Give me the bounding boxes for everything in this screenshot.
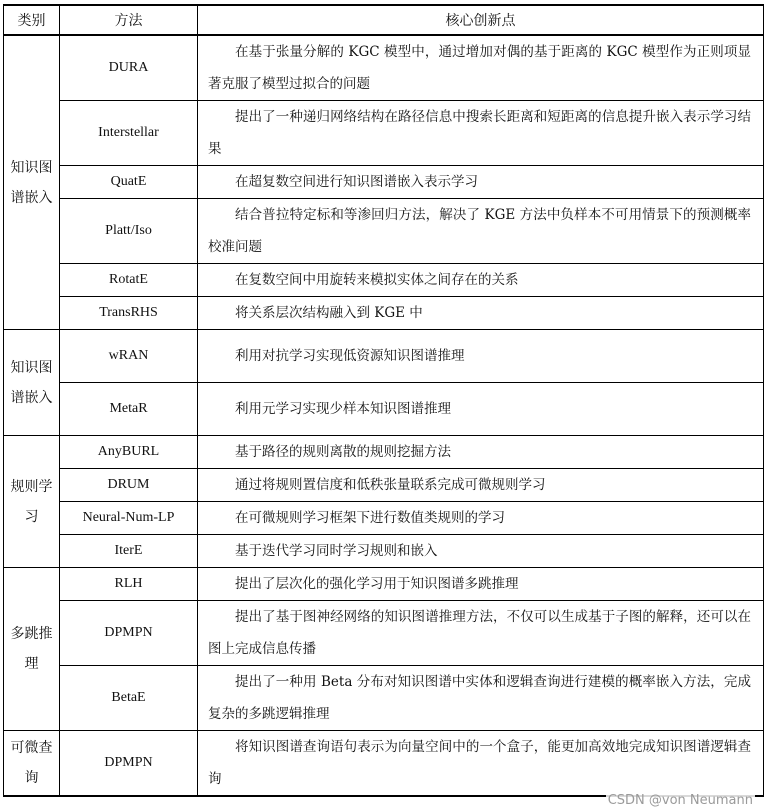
method-cell: AnyBURL	[60, 436, 198, 469]
method-cell: wRAN	[60, 330, 198, 383]
category-cell: 规则学习	[4, 436, 60, 568]
table-row	[4, 502, 764, 535]
table-row	[4, 568, 764, 601]
desc-cell: 通过将规则置信度和低秩张量联系完成可微规则学习	[198, 469, 764, 502]
desc-cell: 基于路径的规则离散的规则挖掘方法	[198, 436, 764, 469]
table-row	[4, 35, 764, 101]
table-row	[4, 469, 764, 502]
header-method: 方法	[60, 5, 198, 35]
desc-cell: 利用对抗学习实现低资源知识图谱推理	[198, 330, 764, 383]
desc-cell: 在超复数空间进行知识图谱嵌入表示学习	[198, 166, 764, 199]
table-row	[4, 436, 764, 469]
table-row	[4, 297, 764, 330]
category-cell: 知识图谱嵌入	[4, 35, 60, 330]
desc-cell: 提出了一种递归网络结构在路径信息中搜索长距离和短距离的信息提升嵌入表示学习结果	[198, 101, 764, 166]
watermark: CSDN @von Neumann	[607, 793, 753, 808]
desc-cell: 利用元学习实现少样本知识图谱推理	[198, 383, 764, 436]
table-row	[4, 199, 764, 264]
header-category: 类别	[4, 5, 60, 35]
method-cell: TransRHS	[60, 297, 198, 330]
table-row	[4, 166, 764, 199]
table-row	[4, 101, 764, 166]
method-cell: IterE	[60, 535, 198, 568]
desc-cell: 在基于张量分解的 KGC 模型中，通过增加对偶的基于距离的 KGC 模型作为正则项显著克服了模型过拟合的问题	[198, 35, 764, 101]
desc-cell: 在可微规则学习框架下进行数值类规则的学习	[198, 502, 764, 535]
method-cell: DRUM	[60, 469, 198, 502]
table-row	[4, 731, 764, 797]
desc-cell: 提出了一种用 Beta 分布对知识图谱中实体和逻辑查询进行建模的概率嵌入方法，完成复杂的多跳逻辑推理	[198, 666, 764, 731]
header-row	[4, 5, 764, 35]
header-innovation: 核心创新点	[198, 5, 764, 35]
desc-cell: 提出了基于图神经网络的知识图谱推理方法，不仅可以生成基于子图的解释，还可以在图上完成信息传播	[198, 601, 764, 666]
innovation-table	[3, 4, 764, 797]
desc-cell: 将关系层次结构融入到 KGE 中	[198, 297, 764, 330]
table-row	[4, 330, 764, 383]
method-cell: DURA	[60, 35, 198, 101]
method-cell: Interstellar	[60, 101, 198, 166]
method-cell: Platt/Iso	[60, 199, 198, 264]
category-cell: 可微查询	[4, 731, 60, 797]
table-row	[4, 601, 764, 666]
method-cell: Neural-Num-LP	[60, 502, 198, 535]
table-row	[4, 264, 764, 297]
method-cell: QuatE	[60, 166, 198, 199]
method-cell: RotatE	[60, 264, 198, 297]
desc-cell: 基于迭代学习同时学习规则和嵌入	[198, 535, 764, 568]
method-cell: MetaR	[60, 383, 198, 436]
category-cell: 知识图谱嵌入	[4, 330, 60, 436]
method-cell: DPMPN	[60, 601, 198, 666]
desc-cell: 在复数空间中用旋转来模拟实体之间存在的关系	[198, 264, 764, 297]
method-cell: RLH	[60, 568, 198, 601]
table-row	[4, 383, 764, 436]
method-cell: BetaE	[60, 666, 198, 731]
desc-cell: 提出了层次化的强化学习用于知识图谱多跳推理	[198, 568, 764, 601]
table-row	[4, 666, 764, 731]
category-cell: 多跳推理	[4, 568, 60, 731]
desc-cell: 将知识图谱查询语句表示为向量空间中的一个盒子，能更加高效地完成知识图谱逻辑查询	[198, 731, 764, 797]
desc-cell: 结合普拉特定标和等渗回归方法，解决了 KGE 方法中负样本不可用情景下的预测概率校准问题	[198, 199, 764, 264]
table-row	[4, 535, 764, 568]
method-cell: DPMPN	[60, 731, 198, 797]
